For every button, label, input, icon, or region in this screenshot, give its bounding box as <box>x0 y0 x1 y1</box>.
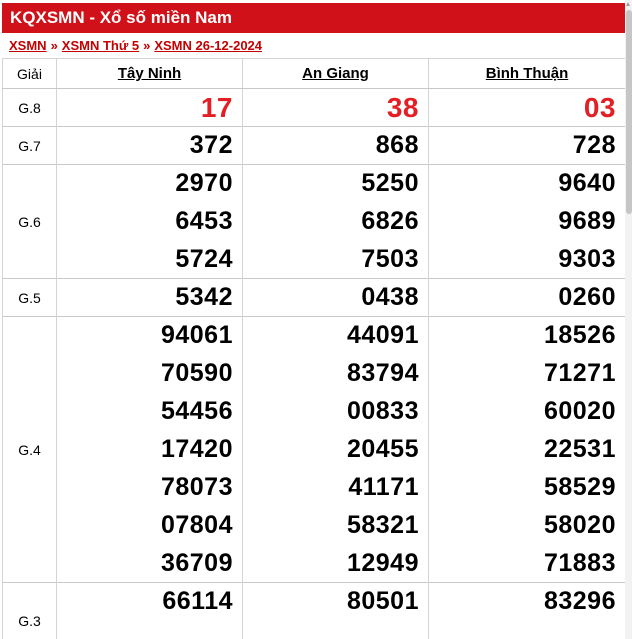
result-number: 9640 <box>429 165 626 203</box>
result-number: 60020 <box>429 393 626 431</box>
column-header-tay-ninh <box>57 59 243 89</box>
prize-row-g4 <box>3 469 626 507</box>
prize-row-g3 <box>3 583 626 621</box>
result-number: 18526 <box>429 317 626 355</box>
result-number: 12949 <box>243 545 429 583</box>
prize-label-g6: G.6 <box>3 165 57 279</box>
prize-row-g3 <box>3 621 626 639</box>
results-table <box>2 58 626 639</box>
province-link-an-giang[interactable]: An Giang <box>302 65 369 82</box>
breadcrumb-link-xsmn[interactable]: XSMN <box>9 38 47 53</box>
province-link-tay-ninh[interactable]: Tây Ninh <box>117 65 182 82</box>
prize-row-g4 <box>3 393 626 431</box>
result-number: 868 <box>243 127 429 165</box>
result-number: 372 <box>57 127 243 165</box>
page-title <box>2 3 625 33</box>
result-number: 58529 <box>429 469 626 507</box>
scrollbar-thumb[interactable] <box>626 10 632 214</box>
result-number: 2970 <box>57 165 243 203</box>
result-number: 03 <box>429 89 626 127</box>
table-header-row <box>3 59 626 89</box>
result-number: 38 <box>243 89 429 127</box>
result-number: 71271 <box>429 355 626 393</box>
result-number: 36709 <box>57 545 243 583</box>
vertical-scrollbar[interactable] <box>625 0 632 639</box>
result-number: 83794 <box>243 355 429 393</box>
page <box>2 3 625 639</box>
result-number: 41171 <box>243 469 429 507</box>
prize-row-g6 <box>3 203 626 241</box>
result-number: 5250 <box>243 165 429 203</box>
breadcrumb-link-xsmn-date[interactable]: XSMN 26-12-2024 <box>154 38 263 53</box>
result-number: 83296 <box>429 583 626 621</box>
breadcrumb-link-xsmn-thu5[interactable]: XSMN Thứ 5 <box>61 38 140 53</box>
result-number <box>57 621 243 639</box>
prize-row-g4 <box>3 355 626 393</box>
column-header-an-giang <box>243 59 429 89</box>
result-number: 6453 <box>57 203 243 241</box>
result-number: 58020 <box>429 507 626 545</box>
result-number: 07804 <box>57 507 243 545</box>
result-number: 5342 <box>57 279 243 317</box>
result-number: 71883 <box>429 545 626 583</box>
result-number: 6826 <box>243 203 429 241</box>
prize-row-g8 <box>3 89 626 127</box>
result-number: 44091 <box>243 317 429 355</box>
result-number: 7503 <box>243 241 429 279</box>
result-number: 0260 <box>429 279 626 317</box>
result-number <box>243 621 429 639</box>
prize-row-g6 <box>3 165 626 203</box>
prize-row-g4 <box>3 317 626 355</box>
breadcrumb-separator: » <box>50 38 58 53</box>
result-number: 54456 <box>57 393 243 431</box>
result-number: 17 <box>57 89 243 127</box>
prize-row-g5 <box>3 279 626 317</box>
prize-label-g3: G.3 <box>3 583 57 639</box>
column-header-binh-thuan <box>429 59 626 89</box>
result-number: 00833 <box>243 393 429 431</box>
result-number: 0438 <box>243 279 429 317</box>
result-number: 80501 <box>243 583 429 621</box>
result-number: 70590 <box>57 355 243 393</box>
result-number: 9689 <box>429 203 626 241</box>
prize-row-g4 <box>3 507 626 545</box>
result-number <box>429 621 626 639</box>
breadcrumb-separator: » <box>143 38 151 53</box>
prize-label-g5: G.5 <box>3 279 57 317</box>
prize-row-g4 <box>3 431 626 469</box>
result-number: 5724 <box>57 241 243 279</box>
scrollbar-up-arrow-icon[interactable] <box>626 2 630 6</box>
result-number: 66114 <box>57 583 243 621</box>
breadcrumb <box>2 33 625 58</box>
page-title-text: KQXSMN - Xổ số miền Nam <box>10 8 232 27</box>
result-number: 20455 <box>243 431 429 469</box>
prize-label-g4: G.4 <box>3 317 57 583</box>
result-number: 728 <box>429 127 626 165</box>
result-number: 94061 <box>57 317 243 355</box>
prize-row-g7 <box>3 127 626 165</box>
result-number: 9303 <box>429 241 626 279</box>
result-number: 17420 <box>57 431 243 469</box>
result-number: 78073 <box>57 469 243 507</box>
prize-row-g4 <box>3 545 626 583</box>
prize-row-g6 <box>3 241 626 279</box>
result-number: 58321 <box>243 507 429 545</box>
column-header-prize: Giải <box>3 59 57 89</box>
result-number: 22531 <box>429 431 626 469</box>
prize-label-g8: G.8 <box>3 89 57 127</box>
prize-label-g7: G.7 <box>3 127 57 165</box>
province-link-binh-thuan[interactable]: Bình Thuận <box>485 65 569 82</box>
